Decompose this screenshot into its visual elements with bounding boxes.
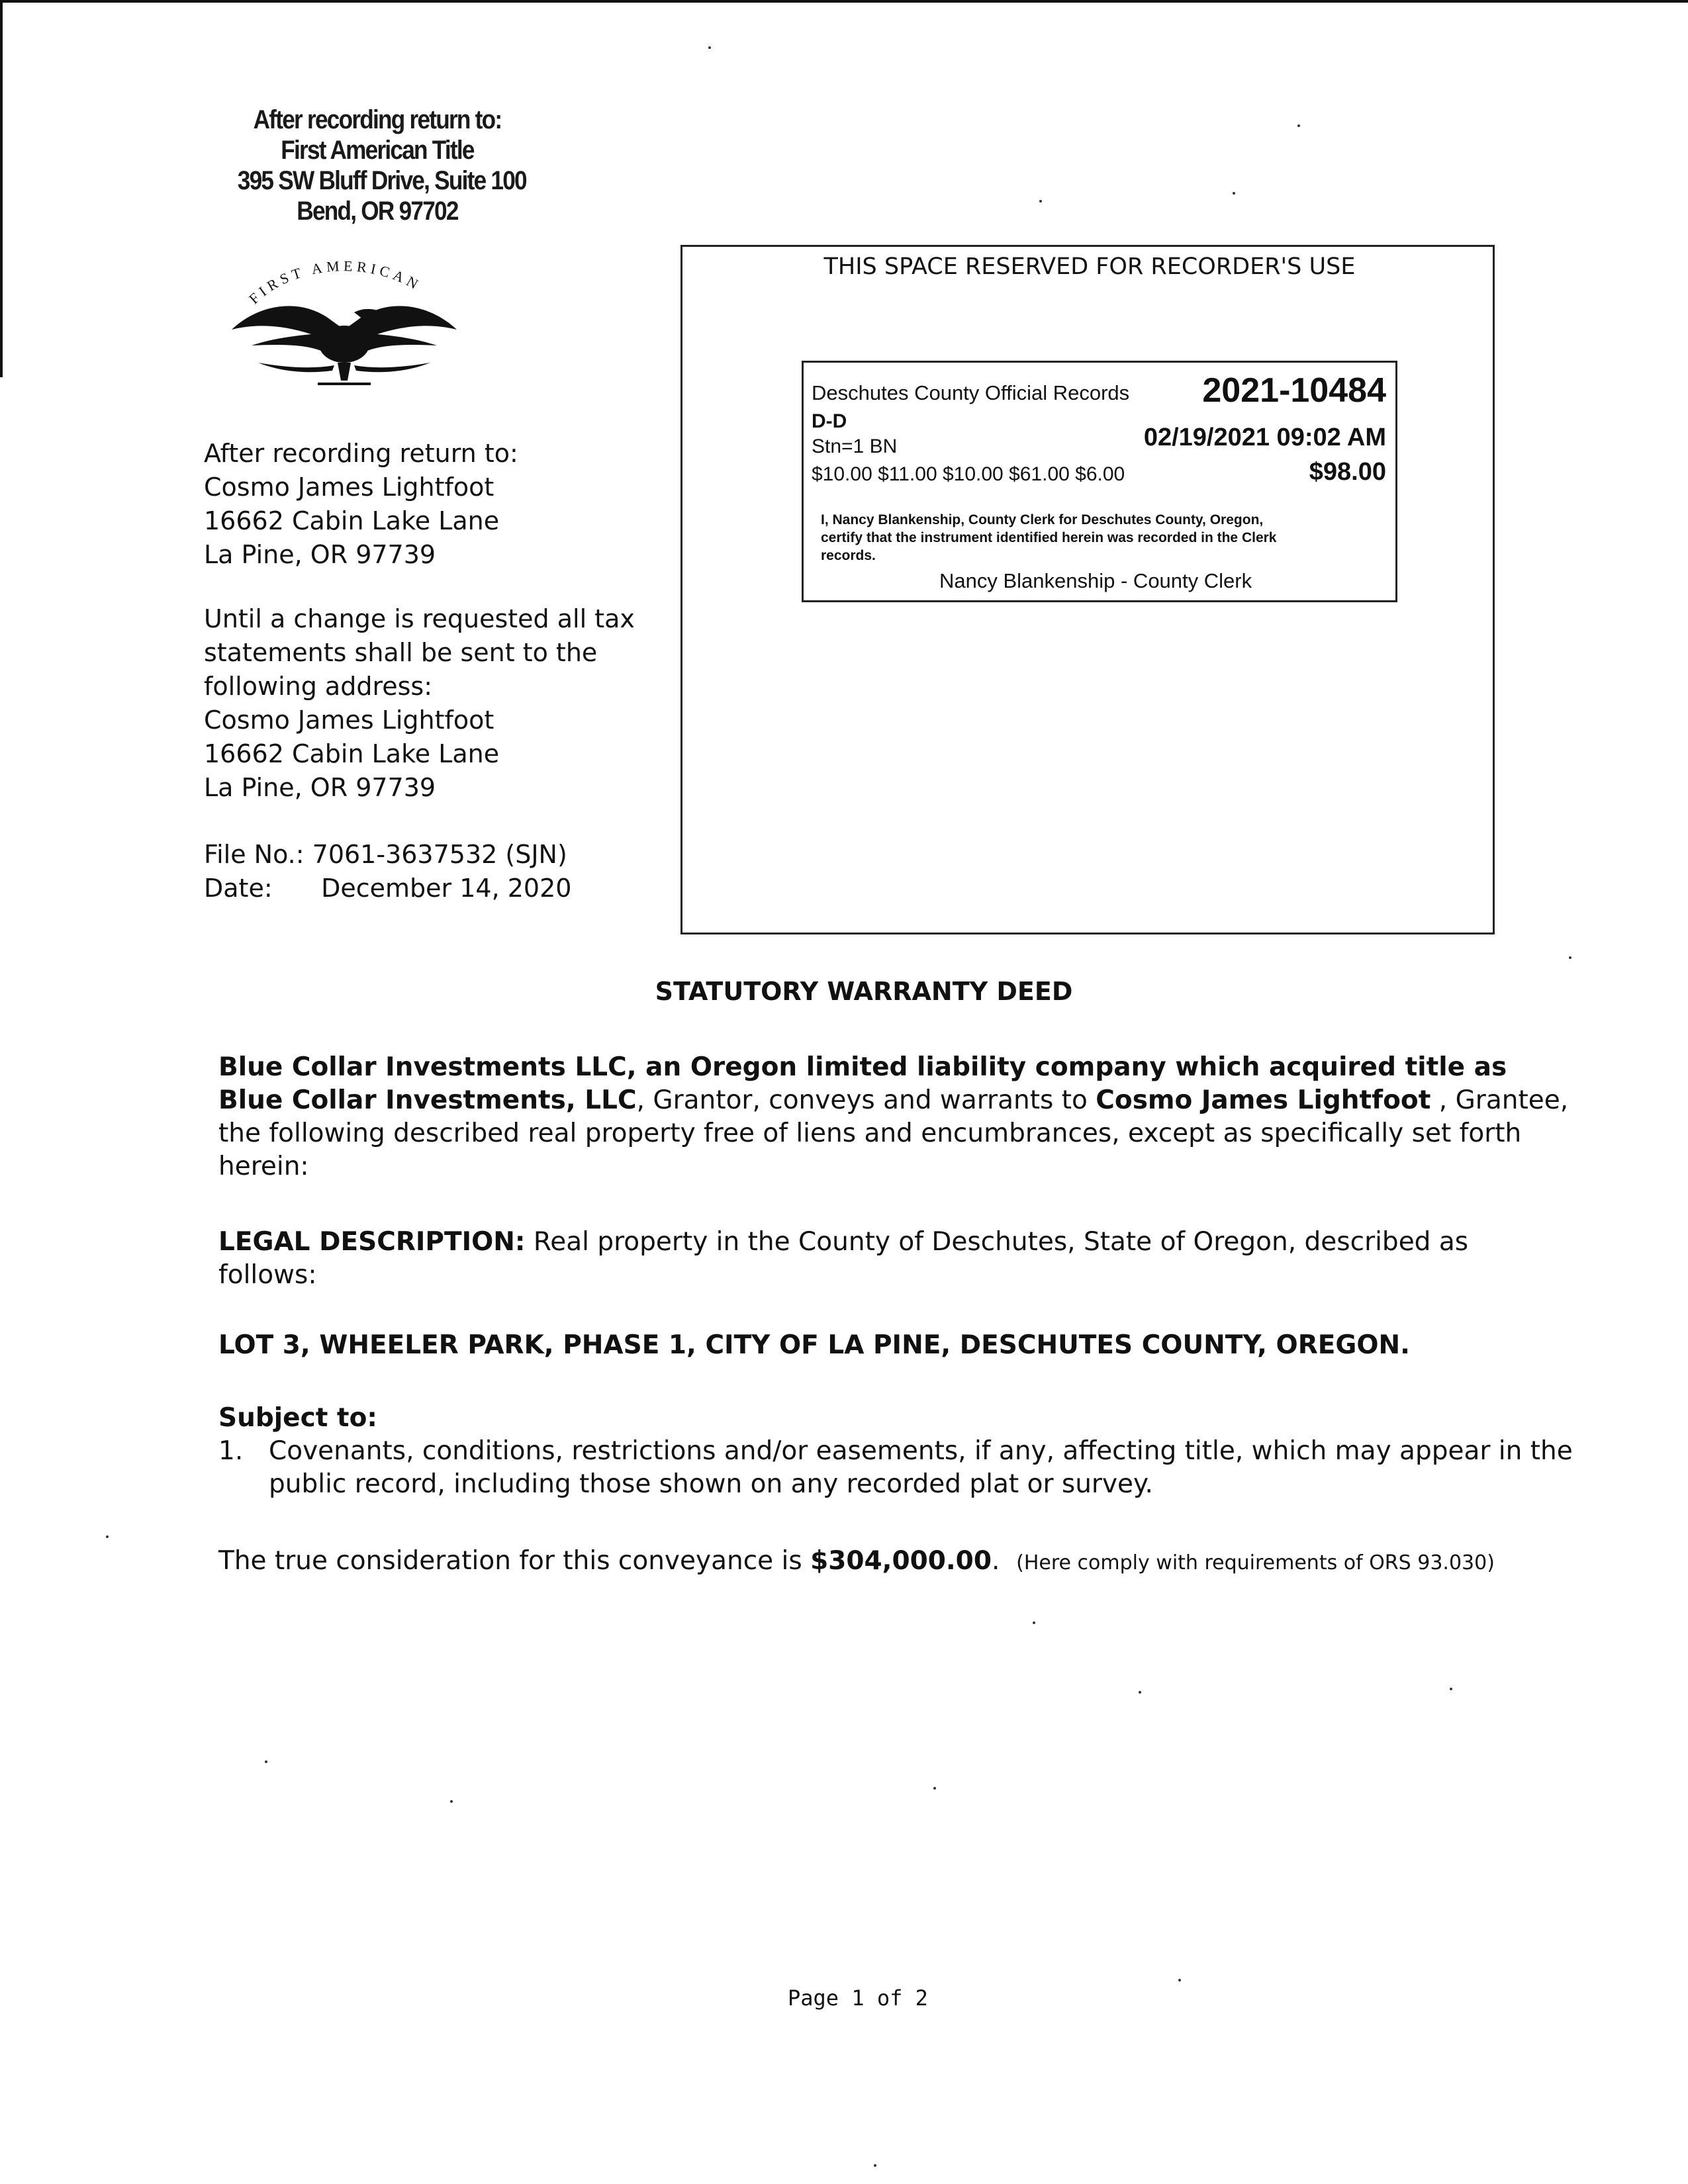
conveyance-text: the following described real property free of liens and encumbrances, except as specifically set forth [218, 1118, 1522, 1148]
grantor-alias: Blue Collar Investments, LLC [218, 1085, 637, 1115]
subject-to-heading: Subject to: [218, 1403, 377, 1433]
document-type: D-D [812, 410, 847, 432]
return-to-city: La Pine, OR 97739 [204, 540, 436, 569]
stamp-line: Bend, OR 97702 [297, 197, 458, 226]
file-number: 7061-3637532 (SJN) [312, 840, 567, 869]
tax-text-line: following address: [204, 672, 433, 701]
scan-speck [708, 46, 711, 49]
file-date-row [204, 872, 667, 905]
scan-speck [1178, 1979, 1181, 1981]
cert-line: I, Nancy Blankenship, County Clerk for Deschutes County, Oregon, [821, 512, 1264, 527]
scan-speck [450, 1800, 453, 1803]
tax-text-line: Until a change is requested all tax [204, 604, 635, 633]
first-american-logo [218, 251, 470, 397]
item-text: public record, including those shown on any recorded plat or survey. [269, 1469, 1153, 1499]
cert-line: records. [821, 548, 876, 563]
file-date: December 14, 2020 [321, 874, 572, 903]
return-to-block [204, 437, 667, 572]
eagle-icon [232, 306, 457, 385]
station-id: Stn=1 BN [812, 435, 898, 457]
recorder-box [680, 245, 1495, 934]
scan-speck [933, 1787, 936, 1790]
cert-line: certify that the instrument identified herein was recorded in the Clerk [821, 530, 1277, 545]
recorder-office: Deschutes County Official Records [812, 381, 1130, 404]
tax-text-line: statements shall be sent to the [204, 638, 598, 667]
conveyance-text: , Grantee, [1430, 1085, 1569, 1115]
legal-description [218, 1226, 1542, 1292]
return-to-street: 16662 Cabin Lake Lane [204, 506, 500, 535]
clerk-signature: Nancy Blankenship - County Clerk [939, 569, 1252, 592]
subject-to-section [218, 1402, 1573, 1501]
scan-edge-top [0, 0, 1688, 3]
consideration [218, 1545, 1542, 1580]
tax-street: 16662 Cabin Lake Lane [204, 739, 500, 768]
page-number: Page 1 of 2 [788, 1985, 928, 2011]
legal-text: follows: [218, 1260, 317, 1290]
conveyance-text: herein: [218, 1152, 309, 1181]
grantor-line [218, 1084, 1569, 1117]
record-number: 2021-10484 [1202, 371, 1386, 410]
grantor-name: Blue Collar Investments LLC, an Oregon limited liability company which acquired title as [218, 1052, 1507, 1082]
tax-name: Cosmo James Lightfoot [204, 705, 494, 735]
conveyance-text: , Grantor, conveys and warrants to [636, 1085, 1096, 1115]
scan-speck [1297, 124, 1300, 127]
scan-speck [1233, 192, 1235, 195]
item-text: Covenants, conditions, restrictions and/or easements, if any, affecting title, which may appear in the [269, 1436, 1573, 1466]
return-stamp [237, 105, 526, 226]
tax-address-block [204, 602, 667, 805]
legal-label: LEGAL DESCRIPTION: [218, 1227, 526, 1257]
conveyance-paragraph [218, 1051, 1569, 1183]
scan-speck [1039, 200, 1042, 203]
scan-speck [1450, 1688, 1452, 1690]
stamp-line: 395 SW Bluff Drive, Suite 100 [237, 166, 526, 195]
scan-speck [106, 1535, 109, 1538]
recording-total: $98.00 [1309, 458, 1386, 486]
consideration-text: The true consideration for this conveyance is [218, 1546, 811, 1576]
return-to-heading: After recording return to: [204, 439, 518, 468]
clerk-certification [821, 511, 1276, 565]
list-item [218, 1435, 1573, 1468]
file-date-label: Date: [204, 874, 273, 903]
scan-edge-left [0, 0, 3, 377]
consideration-text: . [991, 1546, 1000, 1576]
consideration-note: (Here comply with requirements of ORS 93.030) [1016, 1551, 1495, 1574]
file-info [204, 838, 667, 905]
legal-text: Real property in the County of Deschutes, State of Oregon, described as [525, 1227, 1469, 1257]
logo-text: FIRST AMERICAN [246, 257, 425, 308]
recorded-datetime: 02/19/2021 09:02 AM [1143, 424, 1386, 451]
recorder-title: THIS SPACE RESERVED FOR RECORDER'S USE [823, 253, 1356, 280]
lot-text: LOT 3, WHEELER PARK, PHASE 1, CITY OF LA PINE, DESCHUTES COUNTY, OREGON. [218, 1330, 1410, 1360]
stamp-line: After recording return to: [253, 105, 502, 134]
file-number-label: File No.: [204, 840, 305, 869]
legal-line [218, 1226, 1542, 1259]
file-number-row [204, 838, 667, 872]
return-to-name: Cosmo James Lightfoot [204, 473, 494, 502]
item-number: 1. [218, 1436, 244, 1466]
deed-title: STATUTORY WARRANTY DEED [655, 977, 1073, 1006]
recording-stamp [802, 361, 1397, 602]
recording-fees: $10.00 $11.00 $10.00 $61.00 $6.00 [812, 463, 1125, 485]
scan-speck [1139, 1691, 1141, 1694]
lot-description [218, 1329, 1542, 1362]
stamp-line: First American Title [281, 136, 474, 165]
scan-speck [1033, 1621, 1035, 1624]
scan-speck [1569, 956, 1571, 959]
grantor-line [218, 1051, 1542, 1084]
consideration-amount: $304,000.00 [810, 1546, 992, 1576]
grantee-name: Cosmo James Lightfoot [1096, 1085, 1431, 1115]
scan-speck [265, 1760, 267, 1763]
tax-city: La Pine, OR 97739 [204, 773, 436, 802]
scan-speck [874, 2164, 876, 2167]
